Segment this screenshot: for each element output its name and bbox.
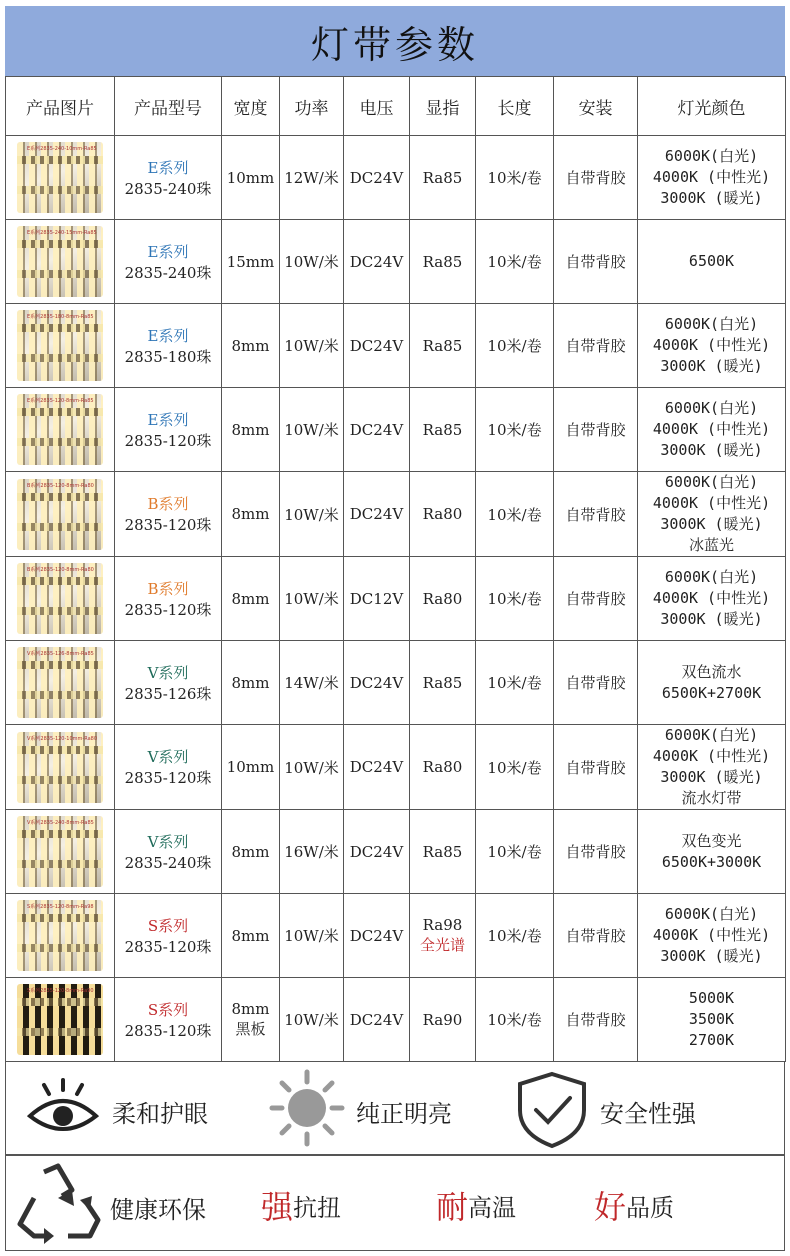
model-number: 2835-120珠	[124, 600, 212, 619]
voltage-cell: DC24V	[344, 725, 410, 810]
table-header-row	[6, 77, 786, 136]
width-cell	[222, 725, 280, 810]
width-cell	[222, 220, 280, 304]
light-color-cell	[638, 220, 786, 304]
photo-label: E系列2835-240-10mm-Ra85	[27, 146, 97, 152]
cri-cell	[410, 220, 476, 304]
table-row	[6, 304, 786, 388]
light-color-cell	[638, 725, 786, 810]
eye-icon	[26, 1076, 100, 1142]
light-color-line: 双色流水	[681, 662, 742, 681]
model-number: 2835-240珠	[124, 179, 212, 198]
power-cell: 10W/米	[280, 557, 344, 641]
model-number: 2835-120珠	[124, 431, 212, 450]
cri-cell	[410, 725, 476, 810]
cri-cell	[410, 557, 476, 641]
photo-label: B系列2835-120-8mm-Ra80	[27, 482, 94, 489]
power-cell: 10W/米	[280, 472, 344, 557]
light-color-line: 4000K (中性光)	[652, 747, 771, 765]
light-color-line: 6000K(白光)	[664, 473, 759, 491]
feature-quality-small: 品质	[626, 1193, 675, 1222]
light-color-line: 6000K(白光)	[664, 568, 759, 586]
install-cell: 自带背胶	[554, 641, 638, 725]
model-number: 2835-120珠	[124, 1021, 212, 1040]
model-cell	[115, 810, 222, 894]
cri-cell	[410, 136, 476, 220]
header-length: 长度	[476, 77, 554, 136]
table-row	[6, 978, 786, 1062]
light-color-cell	[638, 810, 786, 894]
table-row	[6, 894, 786, 978]
width-value: 8mm	[231, 1000, 270, 1018]
feature-quality-big: 好	[594, 1188, 627, 1226]
cri-note: 全光谱	[419, 936, 465, 954]
voltage-cell: DC24V	[344, 978, 410, 1062]
model-number: 2835-126珠	[124, 684, 212, 703]
light-color-line: 4000K (中性光)	[652, 336, 771, 354]
cri-value: Ra90	[422, 1010, 463, 1029]
power-cell: 14W/米	[280, 641, 344, 725]
light-color-line: 6000K(白光)	[664, 147, 759, 165]
length-cell: 10米/卷	[476, 557, 554, 641]
power-cell: 10W/米	[280, 978, 344, 1062]
light-color-line: 3000K (暖光)	[660, 768, 763, 786]
product-image-cell	[6, 641, 115, 725]
header-install: 安装	[554, 77, 638, 136]
width-cell	[222, 557, 280, 641]
led-strip-photo	[17, 394, 103, 465]
cri-value: Ra80	[422, 505, 463, 523]
features-divider	[6, 1154, 784, 1156]
product-image-cell	[6, 557, 115, 641]
model-cell	[115, 641, 222, 725]
feature-strong-small: 抗扭	[293, 1193, 342, 1222]
width-value: 8mm	[231, 842, 270, 861]
voltage-cell: DC24V	[344, 894, 410, 978]
photo-label: B系列2835-120-8mm-Ra80	[27, 567, 94, 573]
feature-recycle-label: 健康环保	[110, 1196, 206, 1224]
voltage-cell: DC24V	[344, 388, 410, 472]
width-value: 15mm	[226, 252, 275, 271]
cri-value: Ra85	[422, 168, 463, 187]
light-color-line: 3000K (暖光)	[660, 947, 763, 965]
title-bar	[5, 6, 785, 76]
width-cell	[222, 894, 280, 978]
length-cell: 10米/卷	[476, 220, 554, 304]
photo-label: E系列2835-240-15mm-Ra85	[27, 230, 97, 236]
light-color-line: 6000K(白光)	[664, 315, 759, 333]
product-image-cell	[6, 136, 115, 220]
photo-label: E系列2835-120-8mm-Ra85	[27, 398, 94, 404]
light-color-line: 6500K+3000K	[661, 852, 762, 871]
voltage-cell: DC24V	[344, 220, 410, 304]
table-row	[6, 388, 786, 472]
product-image-cell	[6, 978, 115, 1062]
width-cell	[222, 978, 280, 1062]
length-cell: 10米/卷	[476, 304, 554, 388]
length-cell: 10米/卷	[476, 641, 554, 725]
cri-value: Ra85	[422, 420, 463, 439]
photo-label: S系列2835-120-8mm-Ra90	[27, 988, 94, 994]
light-color-line: 3000K (暖光)	[660, 610, 763, 628]
width-cell	[222, 388, 280, 472]
light-color-line: 3000K (暖光)	[660, 515, 763, 533]
led-strip-photo	[17, 647, 103, 718]
length-cell: 10米/卷	[476, 894, 554, 978]
cri-value: Ra80	[422, 589, 463, 608]
light-color-line: 4000K (中性光)	[652, 168, 771, 186]
power-cell: 10W/米	[280, 725, 344, 810]
product-image-cell	[6, 220, 115, 304]
width-value: 10mm	[226, 758, 275, 776]
voltage-cell: DC24V	[344, 472, 410, 557]
width-cell	[222, 304, 280, 388]
table-row	[6, 725, 786, 810]
model-number: 2835-180珠	[124, 347, 212, 366]
header-image: 产品图片	[6, 77, 115, 136]
model-number: 2835-240珠	[124, 263, 212, 282]
series-name: E系列	[147, 326, 189, 345]
shield-check-icon	[514, 1070, 590, 1150]
install-cell: 自带背胶	[554, 304, 638, 388]
light-color-line: 6000K(白光)	[664, 399, 759, 417]
light-color-line: 5000K	[688, 989, 735, 1007]
cri-value: Ra85	[422, 252, 463, 271]
width-value: 8mm	[231, 926, 270, 945]
photo-label: E系列2835-180-8mm-Ra85	[27, 314, 94, 320]
cri-cell	[410, 894, 476, 978]
series-name: E系列	[147, 410, 189, 429]
light-color-line: 3000K (暖光)	[660, 441, 763, 459]
led-strip-photo	[17, 984, 103, 1055]
power-cell: 10W/米	[280, 894, 344, 978]
header-model: 产品型号	[115, 77, 222, 136]
width-value: 8mm	[231, 420, 270, 439]
light-color-line: 冰蓝光	[688, 536, 734, 554]
voltage-cell: DC24V	[344, 136, 410, 220]
cri-cell	[410, 388, 476, 472]
product-image-cell	[6, 388, 115, 472]
light-color-line: 4000K (中性光)	[652, 926, 771, 944]
model-cell	[115, 725, 222, 810]
light-color-line: 双色变光	[681, 831, 742, 850]
cri-value: Ra80	[422, 758, 463, 776]
power-cell: 16W/米	[280, 810, 344, 894]
led-strip-photo	[17, 732, 103, 803]
cri-value: Ra98	[422, 916, 463, 934]
voltage-cell: DC12V	[344, 557, 410, 641]
voltage-cell: DC24V	[344, 641, 410, 725]
width-cell	[222, 472, 280, 557]
features-panel	[5, 1061, 785, 1251]
model-number: 2835-240珠	[124, 853, 212, 872]
table-row	[6, 220, 786, 304]
length-cell: 10米/卷	[476, 810, 554, 894]
model-cell	[115, 978, 222, 1062]
series-name: V系列	[147, 832, 189, 851]
table-row	[6, 472, 786, 557]
light-color-line: 6500K+2700K	[661, 683, 762, 702]
light-color-line: 6000K(白光)	[664, 726, 759, 744]
led-strip-photo	[17, 310, 103, 381]
install-cell: 自带背胶	[554, 472, 638, 557]
product-image-cell	[6, 725, 115, 810]
model-cell	[115, 472, 222, 557]
light-color-cell	[638, 304, 786, 388]
power-cell: 10W/米	[280, 304, 344, 388]
product-image-cell	[6, 810, 115, 894]
light-color-line: 流水灯带	[681, 789, 742, 807]
product-image-cell	[6, 894, 115, 978]
length-cell: 10米/卷	[476, 472, 554, 557]
width-cell	[222, 641, 280, 725]
series-name: V系列	[147, 663, 189, 682]
model-number: 2835-120珠	[124, 769, 212, 787]
install-cell: 自带背胶	[554, 557, 638, 641]
feature-sun-label: 纯正明亮	[356, 1100, 452, 1128]
install-cell: 自带背胶	[554, 810, 638, 894]
recycle-icon	[14, 1162, 102, 1244]
light-color-cell	[638, 136, 786, 220]
sun-icon	[268, 1068, 346, 1148]
install-cell: 自带背胶	[554, 220, 638, 304]
width-value: 10mm	[226, 168, 275, 187]
table-row	[6, 557, 786, 641]
photo-label: V系列2835-126-8mm-Ra85	[27, 651, 94, 657]
series-name: S系列	[147, 1000, 189, 1019]
cri-cell	[410, 304, 476, 388]
install-cell: 自带背胶	[554, 978, 638, 1062]
model-cell	[115, 388, 222, 472]
feature-durable	[436, 1182, 516, 1228]
light-color-line: 6500K	[688, 252, 735, 270]
header-cri: 显指	[410, 77, 476, 136]
light-color-cell	[638, 641, 786, 725]
width-value: 8mm	[231, 505, 270, 523]
header-voltage: 电压	[344, 77, 410, 136]
length-cell: 10米/卷	[476, 388, 554, 472]
feature-eye-label: 柔和护眼	[112, 1100, 208, 1128]
photo-label: V系列2835-240-8mm-Ra85	[27, 820, 94, 826]
install-cell: 自带背胶	[554, 894, 638, 978]
product-image-cell	[6, 304, 115, 388]
model-number: 2835-120珠	[124, 516, 212, 534]
light-color-cell	[638, 978, 786, 1062]
feature-quality	[594, 1182, 674, 1228]
feature-durable-small: 高温	[468, 1193, 517, 1222]
model-number: 2835-120珠	[124, 937, 212, 956]
voltage-cell: DC24V	[344, 304, 410, 388]
cri-value: Ra85	[422, 336, 463, 355]
model-cell	[115, 557, 222, 641]
install-cell: 自带背胶	[554, 136, 638, 220]
light-color-cell	[638, 472, 786, 557]
light-color-line: 3000K (暖光)	[660, 189, 763, 207]
model-cell	[115, 136, 222, 220]
light-color-cell	[638, 557, 786, 641]
feature-strong-big: 强	[261, 1188, 294, 1226]
table-row	[6, 641, 786, 725]
install-cell: 自带背胶	[554, 725, 638, 810]
led-strip-photo	[17, 142, 103, 213]
light-color-line: 4000K (中性光)	[652, 420, 771, 438]
header-light-color: 灯光颜色	[638, 77, 786, 136]
length-cell: 10米/卷	[476, 725, 554, 810]
width-cell	[222, 136, 280, 220]
model-cell	[115, 220, 222, 304]
feature-durable-big: 耐	[436, 1188, 469, 1226]
table-row	[6, 810, 786, 894]
photo-label: V系列2835-120-10mm-Ra80	[27, 735, 97, 742]
power-cell: 12W/米	[280, 136, 344, 220]
width-note: 黑板	[235, 1020, 266, 1038]
cri-cell	[410, 472, 476, 557]
series-name: E系列	[147, 158, 189, 177]
width-value: 8mm	[231, 336, 270, 355]
header-width: 宽度	[222, 77, 280, 136]
series-name: B系列	[147, 579, 189, 598]
install-cell: 自带背胶	[554, 388, 638, 472]
light-color-line: 4000K (中性光)	[652, 589, 771, 607]
length-cell: 10米/卷	[476, 136, 554, 220]
series-name: B系列	[147, 495, 189, 513]
width-value: 8mm	[231, 589, 270, 608]
led-strip-photo	[17, 563, 103, 634]
model-cell	[115, 894, 222, 978]
light-color-line: 2700K	[688, 1031, 735, 1049]
power-cell: 10W/米	[280, 388, 344, 472]
led-strip-photo	[17, 226, 103, 297]
cri-cell	[410, 810, 476, 894]
cri-value: Ra85	[422, 673, 463, 692]
table-row	[6, 136, 786, 220]
voltage-cell: DC24V	[344, 810, 410, 894]
model-cell	[115, 304, 222, 388]
photo-label: S系列2835-120-8mm-Ra98	[27, 904, 94, 910]
series-name: E系列	[147, 242, 189, 261]
light-color-cell	[638, 894, 786, 978]
cri-cell	[410, 641, 476, 725]
led-strip-photo	[17, 479, 103, 550]
product-image-cell	[6, 472, 115, 557]
light-color-line: 6000K(白光)	[664, 905, 759, 923]
led-strip-photo	[17, 900, 103, 971]
light-color-cell	[638, 388, 786, 472]
light-color-line: 3000K (暖光)	[660, 357, 763, 375]
page-title: 灯带参数	[310, 22, 479, 67]
light-color-line: 3500K	[688, 1010, 735, 1028]
series-name: S系列	[147, 916, 189, 935]
cri-value: Ra85	[422, 842, 463, 861]
light-color-line: 4000K (中性光)	[652, 494, 771, 512]
feature-shield-label: 安全性强	[600, 1100, 696, 1128]
width-value: 8mm	[231, 673, 270, 692]
spec-table	[5, 76, 786, 1062]
length-cell: 10米/卷	[476, 978, 554, 1062]
cri-cell	[410, 978, 476, 1062]
power-cell: 10W/米	[280, 220, 344, 304]
feature-strong	[261, 1182, 341, 1228]
led-strip-photo	[17, 816, 103, 887]
header-power: 功率	[280, 77, 344, 136]
width-cell	[222, 810, 280, 894]
series-name: V系列	[147, 748, 189, 766]
